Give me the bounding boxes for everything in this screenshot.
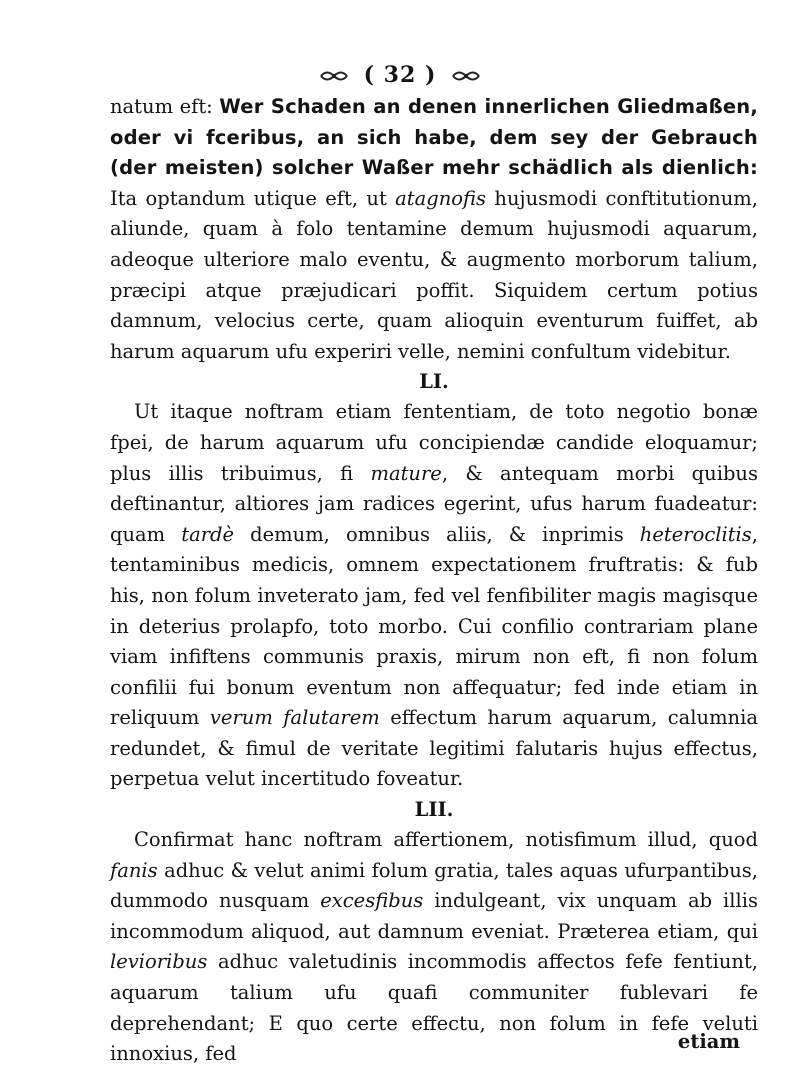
- page-header: [0, 62, 800, 88]
- german-text: Wer Schaden an denen innerlichen Gliedmaßen, oder vi fceribus, an sich habe, dem sey der Gebrauch (der meisten) solcher Waßer mehr schädlich als dienlich:: [110, 95, 758, 180]
- paragraph-continuation: natum eft: Wer Schaden an denen innerlichen Gliedmaßen, oder vi fceribus, an sich habe, dem sey der Gebrauch (der meisten) solcher Waßer mehr schädlich als dienlich: Ita optandum utique eft, ut atagnofis hujusmodi conftitutionum, aliunde, quam à folo tentamine demum hujusmodi aquarum, adeoque ulteriore malo eventu, & augmento morborum talium, præcipi atque præjudicari poffit. Siquidem certum potius damnum, velocius certe, quam alioquin eventurum fuiffet, ab harum aquarum ufu experiri velle, nemini confultum videbitur.: [110, 95, 758, 363]
- ornament-right-icon: [451, 68, 481, 84]
- section-number-52: LII.: [414, 798, 454, 822]
- paragraph-51: Ut itaque noftram etiam fententiam, de toto negotio bonæ fpei, de harum aquarum ufu concipiendæ candide eloquamur; plus illis tribuimus, fi mature, & antequam morbi quibus deftinantur, altiores jam radices egerint, ufus harum fuadeatur: quam tardè demum, omnibus aliis, & inprimis heteroclitis, tentaminibus medicis, omnem expectationem fruftratis: & fub his, non folum inveterato jam, fed vel fenfibiliter magis magisque in deterius prolapfo, toto morbo. Cui confilio contrariam plane viam infiftens communis praxis, mirum non eft, fi non folum confilii fui bonum eventum non affequatur; fed inde etiam in reliquum verum falutarem effectum harum aquarum, calumnia redundet, & fimul de veritate legitimi falutaris hujus effectus, perpetua velut incertitudo foveatur.: [110, 400, 759, 791]
- catchword: etiam: [677, 1030, 740, 1053]
- section-number-51: LI.: [419, 370, 449, 394]
- body-text: [110, 92, 758, 1070]
- paragraph-52: Confirmat hanc noftram affertionem, notisfimum illud, quod fanis adhuc & velut animi folum gratia, tales aquas ufurpantibus, dummodo nusquam excesfibus indulgeant, vix unquam ab illis incommodum aliquod, aut damnum eveniat. Præterea etiam, qui levioribus adhuc valetudinis incommodis affectos fefe fentiunt, aquarum talium ufu quafi communiter fublevari fe deprehendant; E quo certe effectu, non folum in fefe veluti innoxius, fed: [110, 828, 758, 1066]
- ornament-left-icon: [319, 68, 349, 84]
- page-number: ( 32 ): [363, 62, 437, 88]
